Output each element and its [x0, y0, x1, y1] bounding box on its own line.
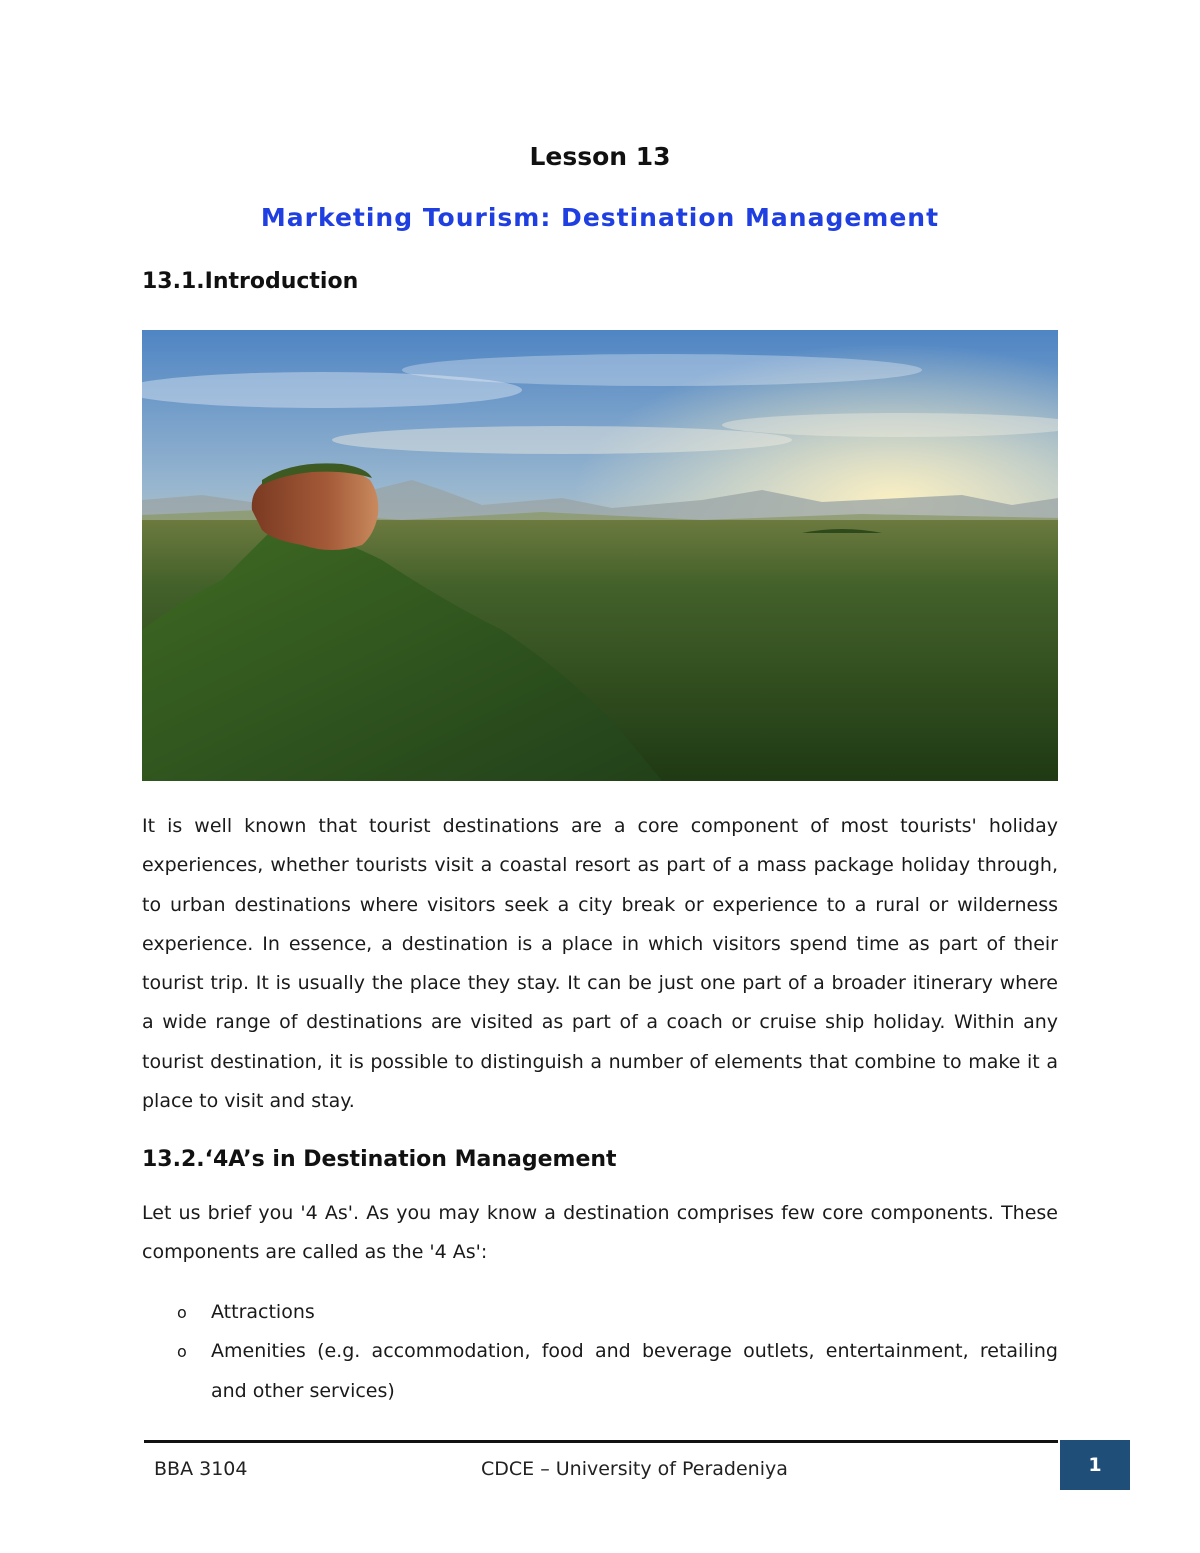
introduction-paragraph: It is well known that tourist destinations are a core component of most tourists' holiday experiences, whether tourists visit a coastal resort as part of a mass package holiday through, to urban destinations where visitors seek a city break or experience to a rural or wilderness experience. In essence, a destination is a place in which visitors spend time as part of their tourist trip. It is usually the place they stay. It can be just one part of a broader itinerary where a wide range of destinations are visited as part of a coach or cruise ship holiday. Within any tourist destination, it is possible to distinguish a number of elements that combine to make it a place to visit and stay.: [142, 815, 1058, 1113]
footer-course-code: BBA 3104: [154, 1458, 248, 1480]
lesson-subtitle: Marketing Tourism: Destination Management: [260, 203, 940, 232]
section-heading-4as: 13.2.‘4A’s in Destination Management: [142, 1147, 617, 1172]
list-item: [142, 1293, 1058, 1332]
footer-institution: CDCE – University of Peradeniya: [481, 1458, 788, 1480]
lesson-title: Lesson 13: [529, 142, 671, 171]
sigiriya-landscape-image: [142, 330, 1058, 781]
list-item: [142, 1332, 1058, 1411]
section-heading-introduction: 13.1.Introduction: [142, 269, 359, 294]
4as-paragraph: Let us brief you '4 As'. As you may know a destination comprises few core components. These components are called as the '4 As':: [142, 1202, 1058, 1264]
page-number: 1: [1088, 1454, 1102, 1476]
list-item-text: Attractions: [211, 1301, 315, 1323]
page-number-badge: [1060, 1440, 1130, 1490]
footer-divider: [144, 1440, 1058, 1443]
4as-bullet-list: [142, 1293, 1058, 1411]
bullet-marker: o: [177, 1342, 187, 1362]
list-item-text: Amenities (e.g. accommodation, food and beverage outlets, entertainment, retailing and other services): [211, 1340, 1058, 1402]
bullet-marker: o: [177, 1303, 187, 1322]
